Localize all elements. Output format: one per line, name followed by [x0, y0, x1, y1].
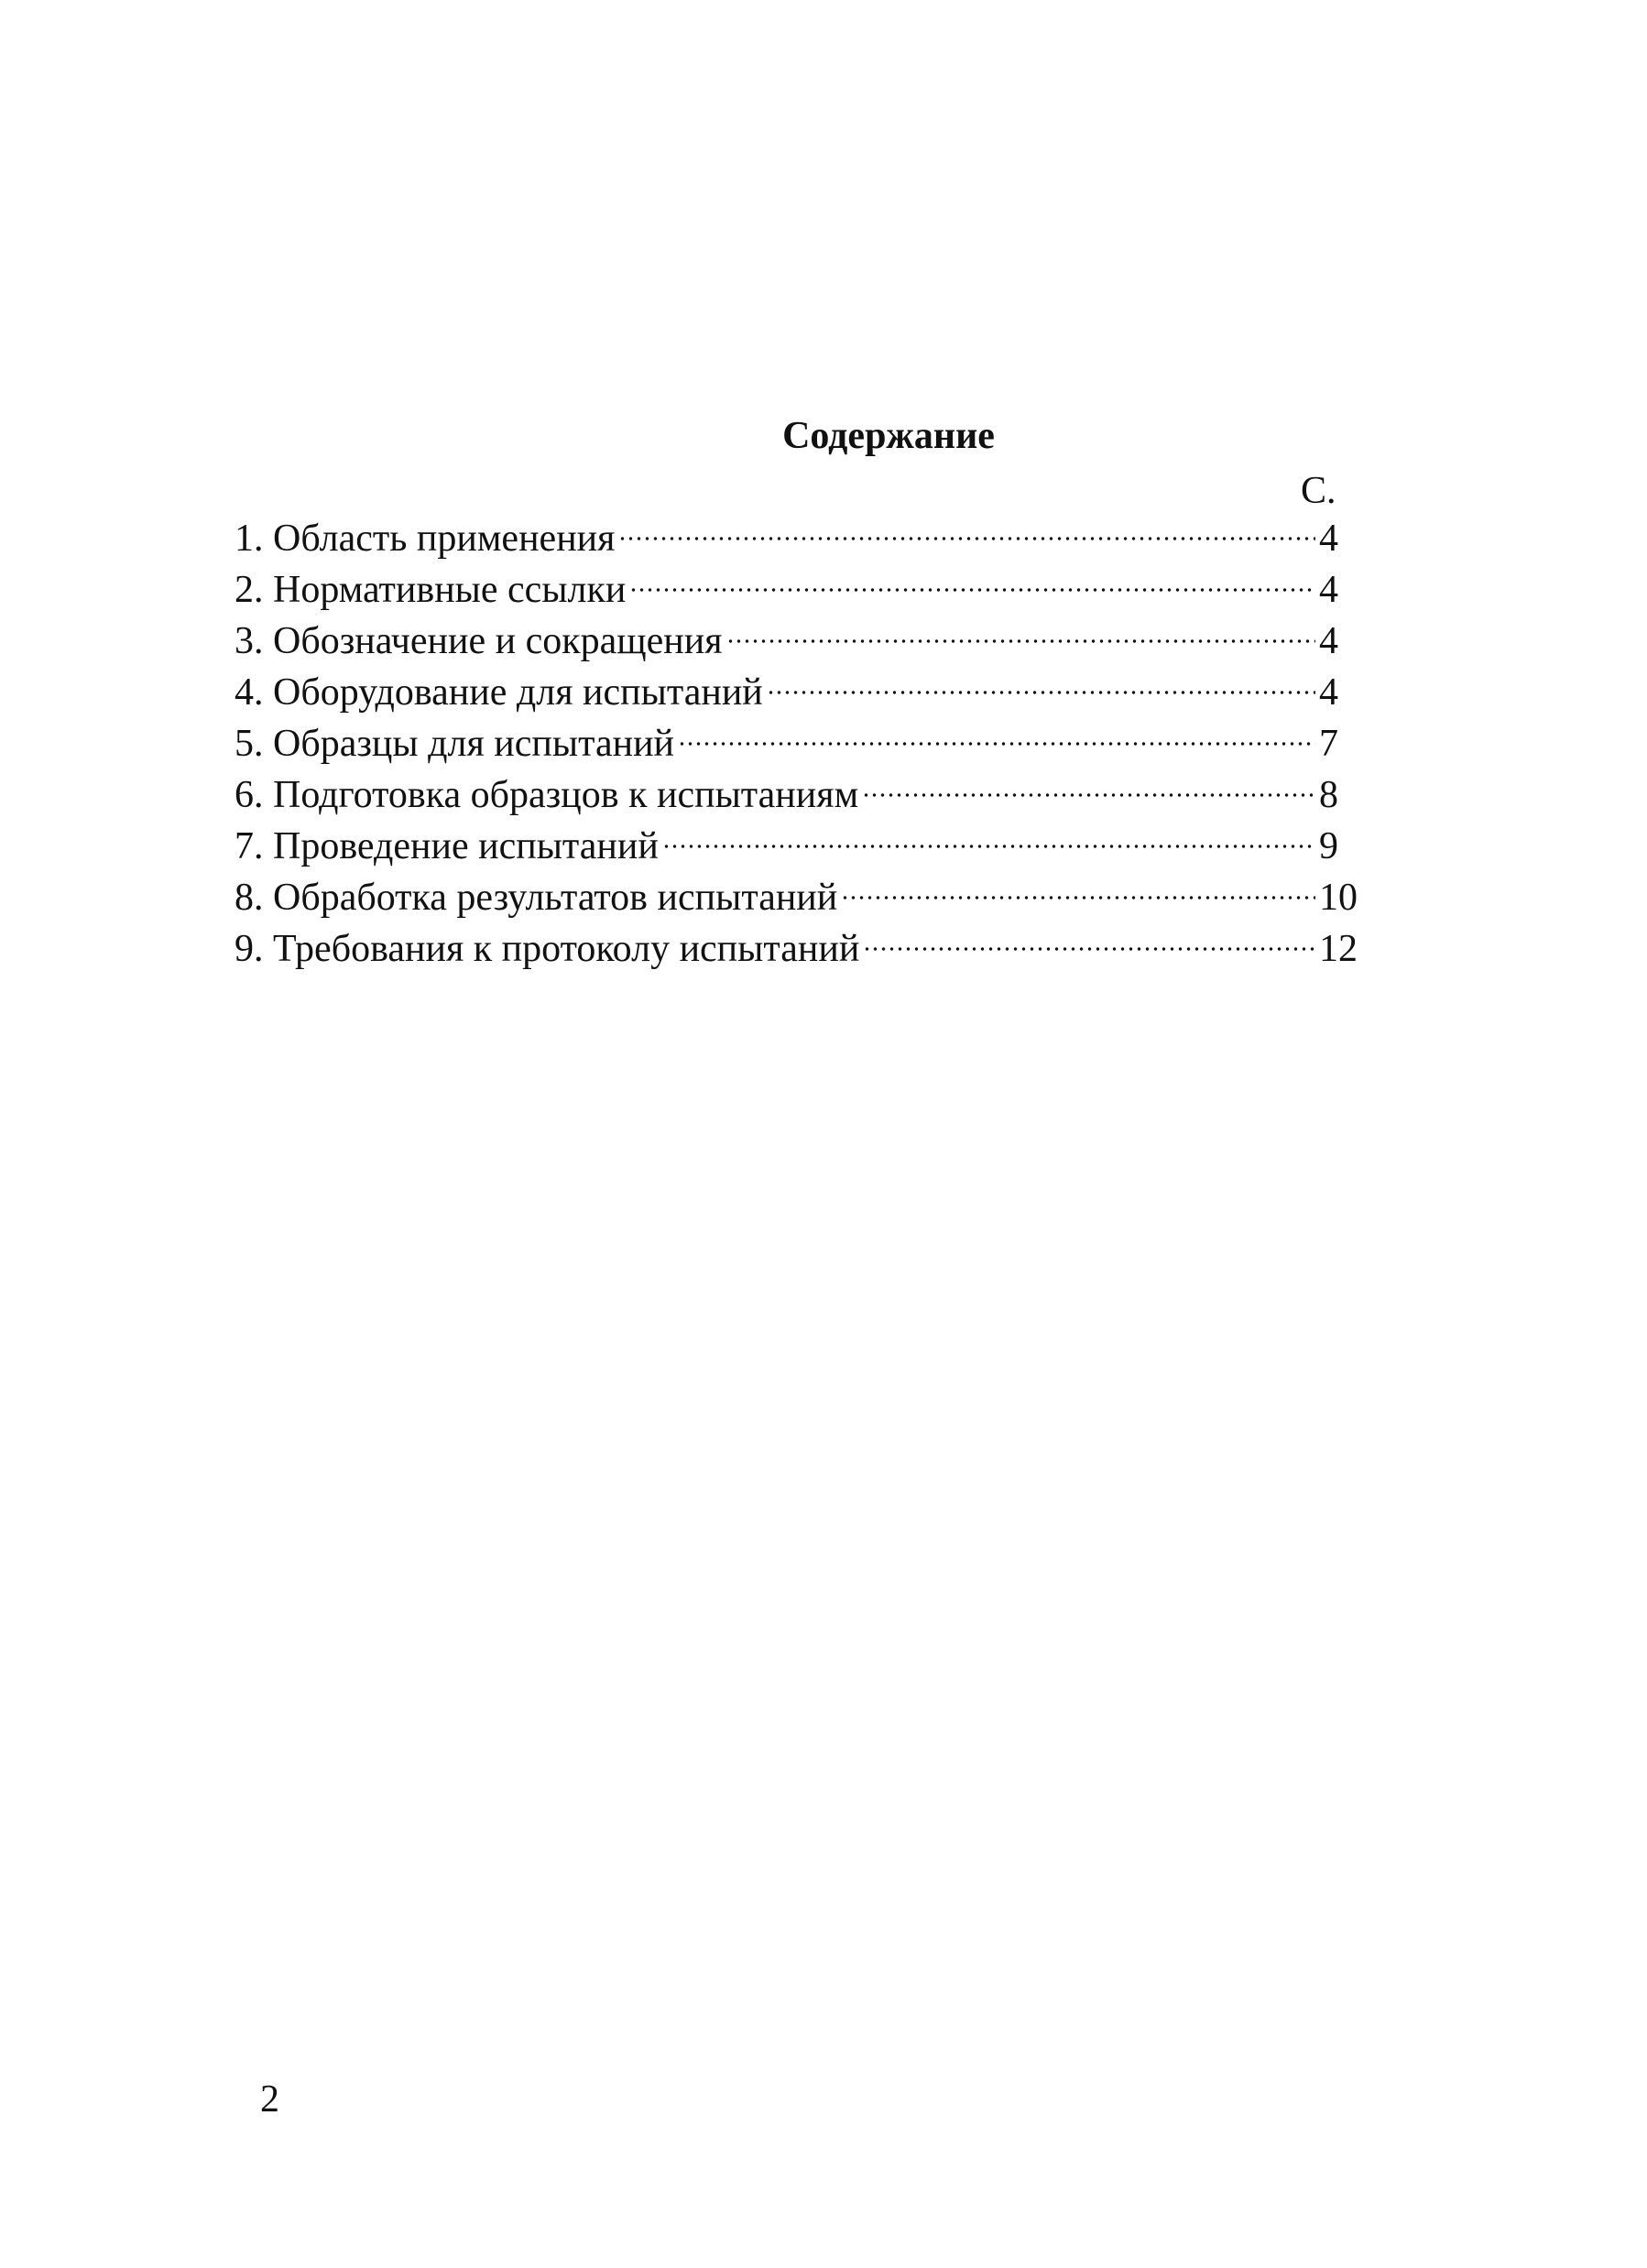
toc-entry — [235, 718, 1372, 769]
toc-entry — [235, 667, 1372, 718]
page-number: 2 — [260, 2078, 279, 2121]
toc-title: Содержание — [782, 415, 995, 457]
toc-entry-label: 5. Образцы для испытаний — [235, 723, 675, 765]
toc-entry-label: 9. Требования к протоколу испытаний — [235, 928, 860, 970]
toc-list — [235, 513, 1372, 975]
toc-entry — [235, 513, 1372, 564]
toc-entry — [235, 872, 1372, 923]
toc-entry-label: 8. Обработка результатов испытаний — [235, 877, 838, 919]
toc-entry — [235, 769, 1372, 821]
dot-leader — [862, 792, 1315, 798]
toc-entry-label: 2. Нормативные ссылки — [235, 569, 627, 611]
toc-entry-page: 7 — [1319, 723, 1338, 765]
toc-entry-page: 4 — [1319, 569, 1338, 611]
toc-entry-label: 6. Подготовка образцов к испытаниям — [235, 774, 859, 816]
toc-entry-label: 4. Оборудование для испытаний — [235, 671, 763, 714]
dot-leader — [726, 638, 1315, 644]
toc-entry-page: 4 — [1319, 518, 1338, 560]
toc-entry — [235, 923, 1372, 975]
dot-leader — [618, 536, 1315, 541]
dot-leader — [662, 844, 1315, 849]
toc-entry — [235, 821, 1372, 872]
toc-entry-label: 1. Область применения — [235, 518, 616, 560]
dot-leader — [767, 690, 1315, 695]
toc-entry-page: 9 — [1319, 825, 1338, 867]
page-column-header: С. — [1301, 470, 1336, 512]
toc-entry-page: 8 — [1319, 774, 1338, 816]
toc-entry-label: 7. Проведение испытаний — [235, 825, 659, 867]
dot-leader — [629, 587, 1315, 593]
toc-entry — [235, 616, 1372, 667]
toc-entry-page: 4 — [1319, 620, 1338, 662]
toc-entry — [235, 564, 1372, 616]
dot-leader — [678, 741, 1315, 747]
dot-leader — [863, 946, 1315, 952]
toc-entry-page: 4 — [1319, 671, 1338, 714]
toc-entry-label: 3. Обозначение и сокращения — [235, 620, 723, 662]
toc-entry-page: 12 — [1319, 928, 1358, 970]
toc-entry-page: 10 — [1319, 877, 1358, 919]
dot-leader — [841, 895, 1315, 900]
